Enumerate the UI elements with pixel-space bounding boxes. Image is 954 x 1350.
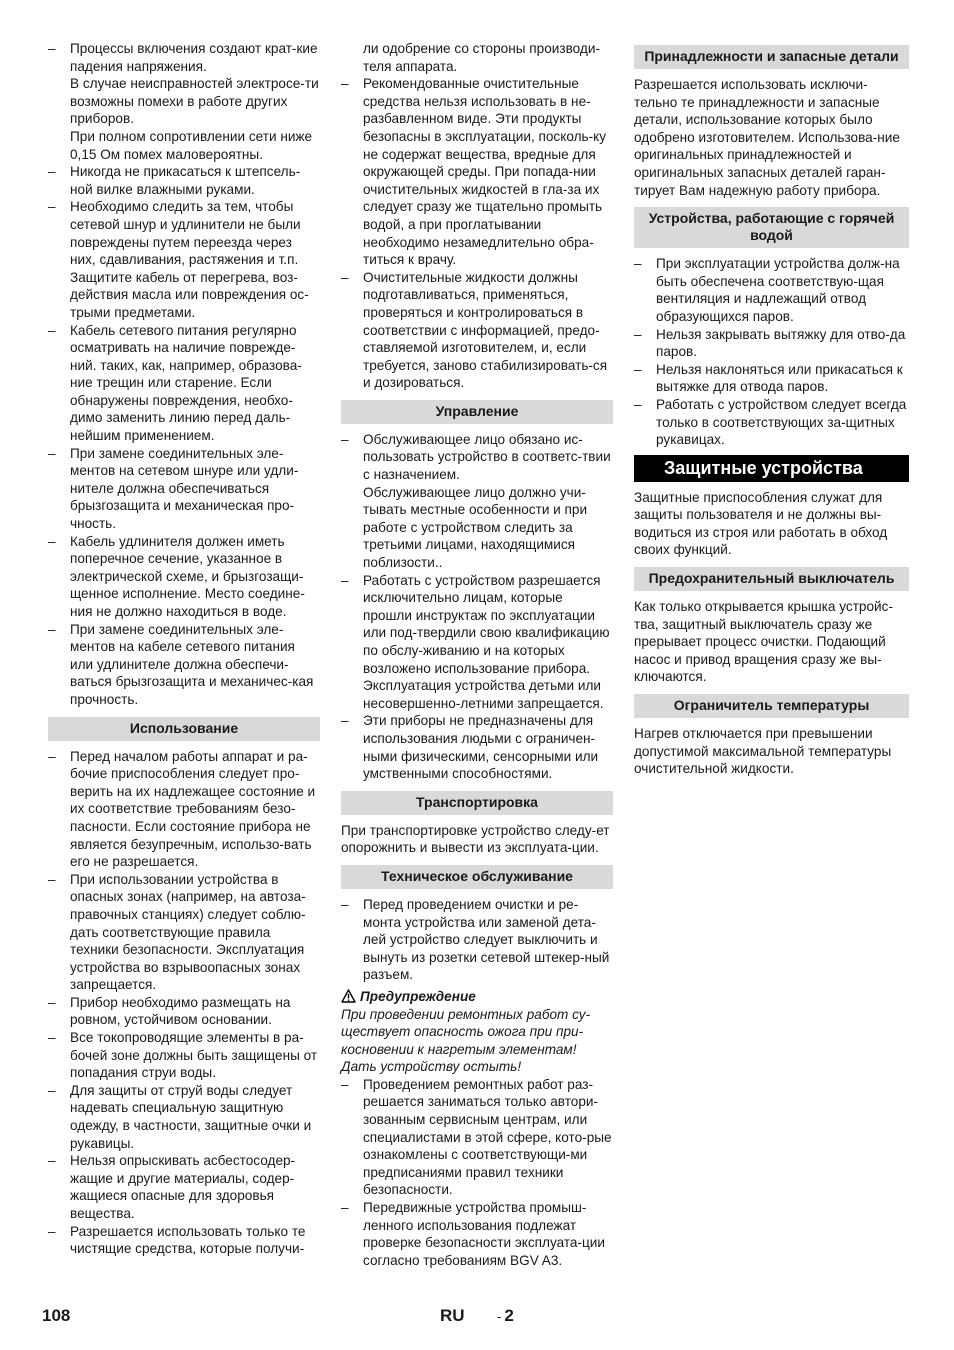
list-item-text: Рекомендованные очистительные средства нельзя использовать в не-разбавленном виде. Эти продукты безопасны в эксплуатации, посколь-ку не содержат вещества, вредные для окружающей среды. При попада-нии очистительных жидкостей в гла-за их следует сразу же тщательно промыть водой, а при проглатывании необходимо незамедлительно обра-титься к врачу. — [363, 76, 607, 268]
column-middle — [341, 40, 613, 1269]
dash-bullet: – — [48, 322, 56, 338]
dash-bullet: – — [634, 326, 642, 342]
dash-bullet: – — [48, 164, 56, 180]
list-item — [341, 431, 613, 572]
dash-bullet: – — [48, 199, 56, 215]
list-item — [48, 748, 320, 871]
list-item — [341, 572, 613, 713]
list-item-text: При использовании устройства в опасных зонах (например, на автоза-правочных станциях) следует соблю-дать соответствующие правила техники безопасности. Эксплуатация устройства во взрывоопасных зонах запрещается. — [70, 871, 306, 993]
heading-maintenance: Техническое обслуживание — [341, 865, 613, 889]
list-item — [48, 1223, 320, 1258]
dash-bullet: – — [341, 896, 349, 912]
dash-bullet: – — [341, 1076, 349, 1092]
list-item-text: Все токопроводящие элементы в ра-бочей зоне должны быть защищены от попадания струи воды. — [70, 1030, 318, 1081]
list-item-text: Эти приборы не предназначены для использования людьми с ограничен-ными физическими, сенсорными или умственными способностями. — [363, 713, 599, 782]
dash-bullet: – — [341, 1200, 349, 1216]
dash-bullet: – — [48, 621, 56, 637]
dash-bullet: – — [341, 269, 349, 285]
list-item — [48, 1082, 320, 1152]
heading-safety-switch: Предохранительный выключатель — [634, 567, 909, 591]
list-item-text: Необходимо следить за тем, чтобы сетевой шнур и удлинители не были повреждены путем переезда через них, сдавливания, растяжения и т.п. Защитите кабель от перегрева, воз-действия масла или повреждения ос-трыми предметами. — [70, 199, 309, 320]
heading-accessories: Принадлежности и запасные детали — [634, 45, 909, 69]
accessories-paragraph: Разрешается использовать исключи-тельно те принадлежности и запасные детали, использование которых было одобрено изготовителем. Использова-ние оригинальных принадлежностей и оригинальных запасных деталей гаран-тирует Вам надежную работу прибора. — [634, 77, 900, 198]
list-item — [48, 445, 320, 533]
bullet-list-use — [48, 748, 320, 1258]
warning-title-text: Предупреждение — [360, 988, 476, 1004]
heading-control: Управление — [341, 400, 613, 424]
list-item — [48, 621, 320, 709]
list-item-text: Нельзя закрывать вытяжку для отво-да паров. — [656, 326, 906, 360]
dash-bullet: – — [48, 1082, 56, 1098]
section-number — [497, 1306, 514, 1326]
dash-bullet: – — [341, 431, 349, 447]
list-item — [341, 269, 613, 392]
bullet-list-repair — [341, 1076, 613, 1270]
list-item-text: Нельзя наклоняться или прикасаться к вытяжке для отвода паров. — [656, 361, 903, 395]
warning-triangle-icon — [341, 989, 356, 1003]
dash-bullet: – — [48, 1030, 56, 1046]
list-item-text: Никогда не прикасаться к штепсель-ной вилке влажными руками. — [70, 164, 301, 197]
heading-transport: Транспортировка — [341, 791, 613, 815]
warning-text: При проведении ремонтных работ су-ществует опасность ожога при при-косновении к нагретым элементам! Дать устройству остыть! — [341, 1006, 591, 1075]
heading-safety-devices: Защитные устройства — [634, 455, 909, 482]
list-item — [48, 1029, 320, 1082]
dash-bullet: – — [341, 713, 349, 729]
dash-bullet: – — [634, 256, 642, 272]
list-item — [48, 994, 320, 1029]
dash-bullet: – — [48, 41, 56, 56]
dash-bullet: – — [48, 994, 56, 1010]
list-item — [48, 1152, 320, 1222]
list-item — [634, 396, 909, 449]
list-item — [341, 1076, 613, 1199]
list-item — [341, 712, 613, 782]
list-item-text: Обслуживающее лицо обязано ис-пользовать устройство в соответс-твии с назначением. Обслуживающее лицо должно учи-тывать местные особенности и при работе с устройством следить за третьими лицами, находящимися поблизости.. — [363, 431, 611, 571]
page-number: 108 — [42, 1306, 71, 1325]
list-item-text: При замене соединительных эле-ментов на сетевом шнуре или удли-нителе должна обеспечиваться брызгозащита и механическая про-чность. — [70, 445, 299, 532]
list-item — [341, 1199, 613, 1269]
list-item-text: Для защиты от струй воды следует надевать специальную защитную одежду, в частности, защитные очки и рукавицы. — [70, 1082, 312, 1151]
list-item-text: Передвижные устройства промыш-ленного использования подлежат проверке безопасности эксплуата-ции согласно требованиям BGV A3. — [363, 1200, 605, 1268]
heading-use: Использование — [48, 717, 320, 741]
list-item-text: Процессы включения создают крат-кие падения напряжения. В случае неисправностей электросе-ти возможны помехи в работе других приборов. При полном сопротивлении сети ниже 0,15 Ом помех маловероятны. — [70, 41, 319, 162]
list-item — [48, 163, 320, 198]
dash-bullet: – — [48, 1153, 56, 1169]
list-item — [48, 322, 320, 445]
list-item — [634, 361, 909, 396]
continued-text: ли одобрение со стороны производи-теля аппарата. — [363, 41, 600, 74]
list-item — [634, 326, 909, 361]
list-item — [634, 255, 909, 325]
column-left — [48, 40, 320, 1258]
list-item-text: Работать с устройством следует всегда только в соответствующих за-щитных рукавицах. — [656, 396, 907, 448]
list-item-text: Перед началом работы аппарат и ра-бочие приспособления следует про-верить на их надлежащее состояние и их соответствие требованиям безо-пасности. Если состояние прибора не является безупречным, использо-вать его не разрешается. — [70, 748, 316, 870]
list-item — [48, 533, 320, 621]
list-item — [48, 40, 320, 163]
temperature-paragraph: Нагрев отключается при превышении допустимой максимальной температуры очистительной жидкости. — [634, 726, 892, 777]
continued-list-item — [341, 40, 613, 75]
bullet-list-control — [341, 431, 613, 783]
section-dash: - — [497, 1309, 502, 1324]
list-item-text: Проведением ремонтных работ раз-решается заниматься только автори-зованным сервисным центрам, или специалистами в этой сфере, кото-рые ознакомлены с соответствующи-ми предписаниями правил техники безопасности. — [363, 1076, 612, 1198]
dash-bullet: – — [634, 396, 642, 412]
heading-hot-water: Устройства, работающие с горячей водой — [634, 207, 909, 248]
list-item-text: Перед проведением очистки и ре-монта устройства или заменой дета-лей устройство следует выключить и вынуть из розетки сетевой штекер-ный разъем. — [363, 896, 610, 983]
list-item — [48, 871, 320, 994]
warning-title — [341, 988, 613, 1006]
dash-bullet: – — [341, 76, 349, 92]
list-item — [341, 896, 613, 984]
transport-paragraph: При транспортировке устройство следу-ет опорожнить и вывести из эксплуата-ции. — [341, 822, 610, 856]
heading-temperature-limiter: Ограничитель температуры — [634, 694, 909, 718]
dash-bullet: – — [634, 361, 642, 377]
list-item-text: Очистительные жидкости должны подготавливаться, применяться, проверяться и контролироваться в соответствии с информацией, предо-ставляемой изготовителем, и, если требуется, заново стабилизировать-ся и дозироваться. — [363, 269, 608, 391]
switch-paragraph: Как только открывается крышка устройс-тва, защитный выключатель сразу же прерывает процесс очистки. Подающий насос и привод вращения сразу же вы-ключаются. — [634, 599, 893, 685]
list-item-text: Разрешается использовать только те чистящие средства, которые получи- — [70, 1223, 306, 1257]
dash-bullet: – — [48, 748, 56, 764]
language-code: RU — [440, 1306, 465, 1325]
bullet-list-detergents — [341, 75, 613, 392]
list-item — [48, 198, 320, 321]
dash-bullet: – — [48, 871, 56, 887]
list-item-text: Прибор необходимо размещать на ровном, устойчивом основании. — [70, 994, 291, 1028]
dash-bullet: – — [48, 445, 56, 461]
list-item-text: Кабель сетевого питания регулярно осматривать на наличие поврежде-ний. таких, как, например, образова-ние трещин или старение. Если обнаружены повреждения, необхо-димо заменить линию перед даль-нейшим применением. — [70, 322, 302, 444]
bullet-list-maintenance — [341, 896, 613, 984]
dash-bullet: – — [48, 533, 56, 549]
bullet-list-hot-water — [634, 255, 909, 449]
section-number-value: 2 — [504, 1306, 514, 1325]
list-item-text: Работать с устройством разрешается исключительно лицам, которые прошли инструктаж по эксплуатации или под-твердили свою квалификацию по обслу-живанию и на которых возложено использование прибора. Эксплуатация устройства детьми или несовершенно-летними запрещается. — [363, 572, 610, 711]
safety-paragraph: Защитные приспособления служат для защиты пользователя и не должны вы-водиться из строя или работать в обход своих функций. — [634, 489, 888, 558]
list-item-text: Кабель удлинителя должен иметь поперечное сечение, указанное в электрической схеме, и брызгозащи-щенное исполнение. Место соедине-ния не должно находиться в воде. — [70, 533, 305, 619]
column-right — [634, 40, 909, 778]
bullet-list-electrical — [48, 40, 320, 709]
dash-bullet: – — [48, 1223, 56, 1239]
list-item — [341, 75, 613, 269]
list-item-text: При эксплуатации устройства долж-на быть обеспечена соответствую-щая вентиляция и надлежащий отвод образующихся паров. — [656, 256, 900, 324]
list-item-text: Нельзя опрыскивать асбестосодер-жащие и другие материалы, содер-жащиеся опасные для здоровья вещества. — [70, 1153, 296, 1221]
list-item-text: При замене соединительных эле-ментов на кабеле сетевого питания или удлинителе должна обеспечи-ваться брызгозащита и механичес-кая прочность. — [70, 621, 314, 707]
dash-bullet: – — [341, 572, 349, 588]
